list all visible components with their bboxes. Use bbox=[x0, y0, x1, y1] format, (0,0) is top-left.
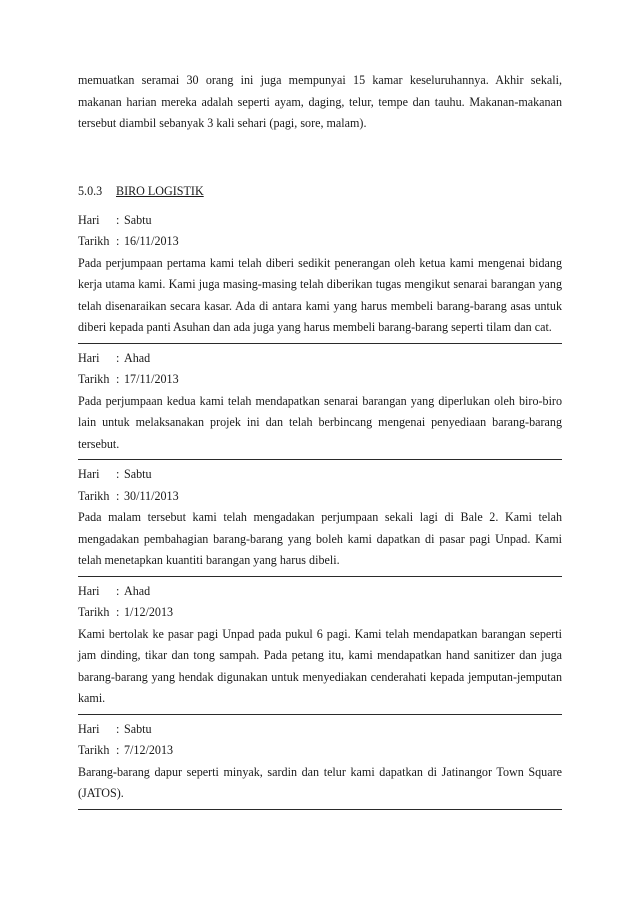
date-row bbox=[78, 486, 562, 508]
separator: : bbox=[116, 488, 120, 503]
day-label: Hari bbox=[78, 721, 100, 736]
date-row bbox=[78, 602, 562, 624]
entry-text: Pada perjumpaan kedua kami telah mendapatkan senarai barangan yang diperlukan oleh biro-biro lain untuk melaksanakan projek ini dan telah berbincang mengenai penyediaan barang-barang tersebut. bbox=[78, 393, 562, 451]
document-page bbox=[78, 70, 562, 810]
day-value: Sabtu bbox=[124, 721, 152, 736]
log-entry bbox=[78, 210, 562, 344]
date-row bbox=[78, 740, 562, 762]
day-row bbox=[78, 719, 562, 741]
date-row bbox=[78, 231, 562, 253]
date-label: Tarikh bbox=[78, 488, 110, 503]
separator: : bbox=[116, 743, 120, 757]
day-value: Sabtu bbox=[124, 212, 152, 227]
separator: : bbox=[116, 234, 120, 248]
separator: : bbox=[116, 350, 120, 365]
date-label: Tarikh bbox=[78, 234, 110, 248]
day-label: Hari bbox=[78, 212, 100, 227]
date-value: 30/11/2013 bbox=[124, 488, 179, 503]
date-row bbox=[78, 369, 562, 391]
date-label: Tarikh bbox=[78, 743, 110, 757]
day-row bbox=[78, 464, 562, 486]
log-entry bbox=[78, 715, 562, 810]
date-label: Tarikh bbox=[78, 372, 110, 386]
day-label: Hari bbox=[78, 467, 100, 481]
section-title: BIRO LOGISTIK bbox=[116, 183, 204, 198]
log-entry bbox=[78, 577, 562, 715]
section-number: 5.0.3 bbox=[78, 183, 103, 198]
section-heading bbox=[78, 180, 562, 202]
separator: : bbox=[116, 721, 120, 736]
separator: : bbox=[116, 212, 120, 227]
intro-paragraph: memuatkan seramai 30 orang ini juga mempunyai 15 kamar keseluruhannya. Akhir sekali, makanan harian mereka adalah seperti ayam, daging, telur, tempe dan tauhu. Makanan-makanan tersebut diambil sebanyak 3 kali sehari (pagi, sore, malam). bbox=[78, 73, 562, 130]
entry-text: Kami bertolak ke pasar pagi Unpad pada pukul 6 pagi. Kami telah mendapatkan barangan seperti jam dinding, tikar dan tong sampah. Pada petang itu, kami mendapatkan hand sanitizer dan juga barang-barang yang hendak digunakan untuk menyediakan cenderahati kepada jemputan-jemputan kami. bbox=[78, 626, 562, 705]
day-row bbox=[78, 581, 562, 603]
separator: : bbox=[116, 605, 120, 619]
day-value: Sabtu bbox=[124, 467, 152, 481]
day-label: Hari bbox=[78, 350, 100, 365]
day-row bbox=[78, 348, 562, 370]
day-row bbox=[78, 210, 562, 232]
date-value: 1/12/2013 bbox=[124, 605, 174, 619]
entry-text: Pada perjumpaan pertama kami telah diberi sedikit penerangan oleh ketua kami mengenai bidang kerja utama kami. Kami juga masing-masing telah diberikan tugas mengikut senarai barangan yang telah disenaraikan secara kasar. Ada di antara kami yang harus membeli barang-barang asas untuk diberi kepada panti Asuhan dan ada juga yang harus membeli barang-barang seperti tilam dan cat. bbox=[78, 255, 562, 334]
day-label: Hari bbox=[78, 583, 100, 598]
date-value: 17/11/2013 bbox=[124, 372, 179, 386]
date-value: 7/12/2013 bbox=[124, 743, 174, 757]
log-entry bbox=[78, 344, 562, 461]
entry-text: Pada malam tersebut kami telah mengadakan perjumpaan sekali lagi di Bale 2. Kami telah mengadakan pembahagian barang-barang yang boleh kami dapatkan di pasar pagi Unpad. Kami telah menetapkan kuantiti barangan yang harus dibeli. bbox=[78, 510, 562, 567]
separator: : bbox=[116, 583, 120, 598]
date-value: 16/11/2013 bbox=[124, 234, 179, 248]
day-value: Ahad bbox=[124, 583, 151, 598]
entry-text: Barang-barang dapur seperti minyak, sardin dan telur kami dapatkan di Jatinangor Town Square (JATOS). bbox=[78, 764, 562, 800]
date-label: Tarikh bbox=[78, 605, 110, 619]
log-entry bbox=[78, 460, 562, 577]
day-value: Ahad bbox=[124, 350, 151, 365]
separator: : bbox=[116, 372, 120, 386]
separator: : bbox=[116, 467, 120, 481]
